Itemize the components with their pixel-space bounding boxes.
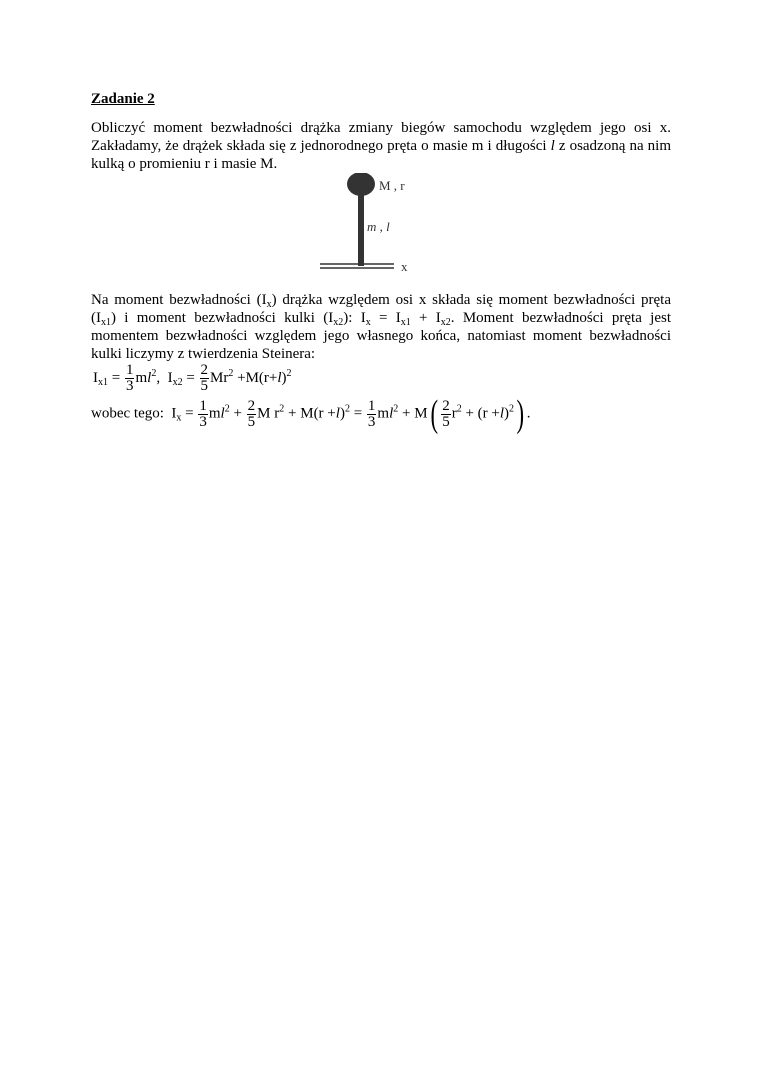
eq2-prefix: wobec tego: xyxy=(91,405,164,422)
eq1-frac-1 xyxy=(125,363,135,394)
eq2-plus-M: + M(r + xyxy=(288,405,336,422)
eq1-equals-2: = xyxy=(186,369,195,386)
eq2-l-4: l xyxy=(499,405,505,422)
task-heading: Zadanie 2 xyxy=(91,91,155,107)
eq1-comma: , xyxy=(156,369,161,386)
eq1-num1: 1 xyxy=(125,362,134,378)
eq1-sub1: x1 xyxy=(98,376,108,388)
eq1-Mr: Mr xyxy=(210,369,229,386)
eq2-sq-5: 2 xyxy=(456,403,462,415)
expl-t4: ): I xyxy=(343,310,366,326)
eq2-l-2: l xyxy=(335,405,340,422)
eq2-right-paren: ) xyxy=(516,393,525,435)
eq1-close: ) xyxy=(281,369,287,386)
eq1-sq-1: 2 xyxy=(151,367,157,379)
eq2-sq-4: 2 xyxy=(393,403,399,415)
eq2-m: m xyxy=(208,405,221,422)
eq1-I: I xyxy=(93,369,98,386)
eq1-sub2: x2 xyxy=(172,376,183,388)
eq1-den2: 5 xyxy=(200,378,209,394)
eq1-den1: 3 xyxy=(125,378,134,394)
explanation-paragraph xyxy=(91,291,671,363)
expl-s2: x1 xyxy=(101,317,111,328)
eq2-I: I xyxy=(171,405,177,422)
eq2-sub: x xyxy=(176,412,182,424)
intro-text-1: Obliczyć moment bezwładności drążka zmiany biegów samochodu względem jego osi x. Zakładamy, że drążek składa się z jednorodnego pręta o masie m i długości xyxy=(91,120,671,154)
eq1-I-2: I xyxy=(167,369,173,386)
eq1-l-2: l xyxy=(277,369,282,386)
eq2-sq-2: 2 xyxy=(279,403,285,415)
eq2-sq-1: 2 xyxy=(224,403,230,415)
label-axis: x xyxy=(401,259,408,274)
eq1-m: m xyxy=(135,369,148,386)
expl-s5: x1 xyxy=(400,317,411,328)
eq2-l-3: l xyxy=(389,405,394,422)
eq2-r: r xyxy=(451,405,457,422)
expl-s4: x xyxy=(365,317,371,328)
eq1-num2: 2 xyxy=(200,362,209,378)
eq2-den4: 5 xyxy=(442,413,450,430)
eq2-num4: 2 xyxy=(442,397,450,414)
eq2-sq-6: 2 xyxy=(509,403,515,415)
eq1-l: l xyxy=(147,369,152,386)
document-page xyxy=(91,90,671,435)
eq2-left-paren: ( xyxy=(430,393,438,435)
label-ball: M , r xyxy=(379,178,405,193)
shift-lever-figure xyxy=(91,173,671,291)
eq2-l: l xyxy=(220,405,225,422)
eq2-num1: 1 xyxy=(199,397,207,414)
lever-diagram xyxy=(317,173,437,283)
eq1-sq-3: 2 xyxy=(286,367,292,379)
eq1-equals-1: = xyxy=(111,369,121,386)
intro-text-2: z osadzoną na nim kulką o promieniu r i masie M. xyxy=(91,138,671,172)
expl-t6: + I xyxy=(410,310,441,326)
expl-t7: . Moment bezwładności pręta jest momentem bezwładności względem jego własnego końca, natomiast moment bezwładności kulki liczymy z twierdzenia Steinera: xyxy=(91,310,671,362)
eq2-Mr: M r xyxy=(257,405,280,422)
expl-s3: x2 xyxy=(333,317,344,328)
expl-s1: x xyxy=(266,299,272,310)
eq2-den2: 5 xyxy=(247,413,256,430)
eq2-frac-3 xyxy=(367,399,377,430)
eq2-num2: 2 xyxy=(247,397,256,414)
eq2-sq-3: 2 xyxy=(344,403,350,415)
eq2-close-2: ) xyxy=(504,405,510,422)
rod xyxy=(358,187,364,266)
eq2-den3: 3 xyxy=(367,413,376,430)
expl-t1: Na moment bezwładności (I xyxy=(91,292,267,308)
expl-t3: ) i moment bezwładności kulki (I xyxy=(111,310,334,326)
intro-l-symbol: l xyxy=(550,138,555,154)
expl-s6: x2 xyxy=(440,317,451,328)
eq2-equals-2: = xyxy=(353,405,363,422)
eq1-plus-M: +M(r+ xyxy=(237,369,278,386)
equation-total xyxy=(91,395,671,435)
intro-paragraph xyxy=(91,119,671,173)
eq2-equals-1: = xyxy=(185,405,194,422)
eq2-plus-M-2: + M xyxy=(402,405,428,422)
eq2-plus-paren: + (r + xyxy=(465,405,500,422)
eq2-period: . xyxy=(526,405,531,422)
equation-components xyxy=(93,363,671,395)
expl-t2: ) drążka względem osi x składa się moment bezwładności pręta (I xyxy=(91,292,671,326)
eq2-frac-4 xyxy=(441,399,451,430)
eq2-close-1: ) xyxy=(339,405,345,422)
expl-t5: = I xyxy=(370,310,401,326)
eq2-num3: 1 xyxy=(367,397,376,414)
eq2-frac-1 xyxy=(198,399,208,430)
eq1-sq-2: 2 xyxy=(228,367,234,379)
label-rod: m , l xyxy=(367,219,390,234)
eq2-frac-2 xyxy=(247,399,257,430)
eq2-plus-1: + xyxy=(233,405,242,422)
eq1-frac-2 xyxy=(200,363,210,394)
eq2-den1: 3 xyxy=(199,413,207,430)
eq2-m-2: m xyxy=(377,405,390,422)
